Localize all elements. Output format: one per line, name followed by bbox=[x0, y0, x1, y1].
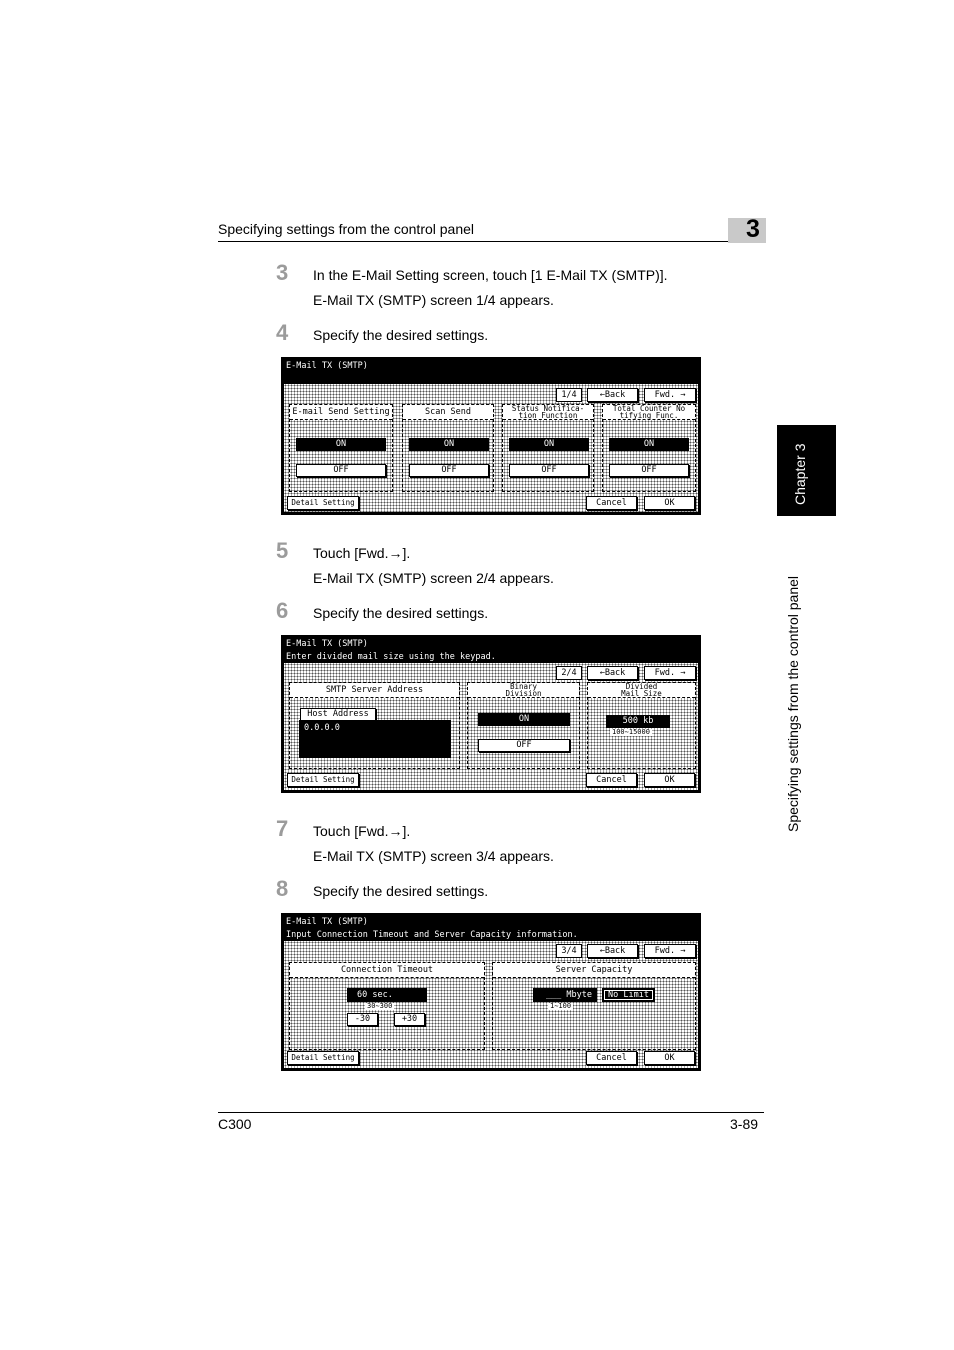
panel-title-line1: Total Counter No bbox=[612, 405, 686, 413]
back-button[interactable]: ←Back bbox=[587, 944, 638, 958]
on-button[interactable]: ON bbox=[609, 438, 689, 451]
step-instruction: Touch [Fwd.→]. bbox=[313, 823, 411, 839]
side-chapter-label: Chapter 3 bbox=[792, 443, 808, 505]
timeout-range: 30∼300 bbox=[367, 1002, 393, 1010]
timeout-field[interactable]: 60 sec. bbox=[347, 988, 427, 1002]
forward-button[interactable]: Fwd. → bbox=[644, 666, 696, 680]
no-limit-button[interactable]: No Limit bbox=[602, 988, 655, 1002]
plus-30-button[interactable]: +30 bbox=[394, 1013, 425, 1026]
panel-title: Server Capacity bbox=[493, 963, 695, 978]
step-number: 7 bbox=[276, 816, 289, 841]
panel-status-notification bbox=[502, 404, 594, 492]
forward-button[interactable]: Fwd. → bbox=[644, 944, 696, 958]
back-button[interactable]: ←Back bbox=[587, 666, 638, 680]
capacity-range: 1∼100 bbox=[550, 1002, 572, 1010]
screen-email-tx-3 bbox=[281, 913, 701, 1071]
step-number: 3 bbox=[276, 260, 289, 285]
panel-title-line2: tion Function bbox=[518, 411, 578, 420]
step-instruction: Touch [Fwd.→]. bbox=[313, 545, 411, 561]
screen-email-tx-1 bbox=[281, 357, 701, 515]
panel-title: Scan Send bbox=[403, 405, 493, 420]
step-result: E-Mail TX (SMTP) screen 3/4 appears. bbox=[313, 848, 554, 864]
panel-title-line1: Binary bbox=[509, 683, 538, 691]
screen-body bbox=[284, 941, 698, 1068]
cancel-button[interactable]: Cancel bbox=[586, 773, 637, 787]
footer-page-number: 3-89 bbox=[730, 1116, 759, 1132]
panel-title: E-mail Send Setting bbox=[290, 405, 392, 420]
footer-model: C300 bbox=[218, 1116, 252, 1132]
panel-title-line2: tifying Func. bbox=[619, 411, 679, 420]
off-button[interactable]: OFF bbox=[296, 464, 386, 477]
step-instruction: Specify the desired settings. bbox=[313, 605, 489, 621]
step-number: 4 bbox=[276, 320, 289, 345]
on-button[interactable]: ON bbox=[296, 438, 386, 451]
panel-binary-division bbox=[467, 682, 580, 769]
page-indicator: 2/4 bbox=[556, 666, 582, 680]
off-button[interactable]: OFF bbox=[409, 464, 489, 477]
screen-title: E-Mail TX (SMTP) bbox=[286, 639, 368, 649]
panel-title-line2: Division bbox=[505, 689, 542, 698]
page-indicator: 1/4 bbox=[556, 388, 582, 402]
capacity-field[interactable]: ___ Mbyte bbox=[533, 988, 597, 1002]
on-button[interactable]: ON bbox=[409, 438, 489, 451]
host-address-tab[interactable]: Host Address bbox=[300, 708, 376, 721]
step-instruction: In the E-Mail Setting screen, touch [1 E-Mail TX (SMTP)]. bbox=[313, 267, 668, 283]
panel-title bbox=[503, 405, 593, 420]
step-number: 8 bbox=[276, 876, 289, 901]
ok-button[interactable]: OK bbox=[644, 773, 695, 787]
chapter-number: 3 bbox=[746, 215, 760, 243]
page-header-title: Specifying settings from the control panel bbox=[218, 221, 475, 237]
step-number: 6 bbox=[276, 598, 289, 623]
step-instruction: Specify the desired settings. bbox=[313, 883, 489, 899]
on-button[interactable]: ON bbox=[478, 713, 570, 726]
on-button[interactable]: ON bbox=[509, 438, 589, 451]
panel-connection-timeout bbox=[289, 962, 485, 1050]
screen-title: E-Mail TX (SMTP) bbox=[286, 917, 368, 927]
ok-button[interactable]: OK bbox=[644, 496, 695, 510]
minus-30-button[interactable]: -30 bbox=[347, 1013, 378, 1026]
cancel-button[interactable]: Cancel bbox=[586, 1051, 637, 1065]
cancel-button[interactable]: Cancel bbox=[586, 496, 637, 510]
panel-title-line1: Status Notifica- bbox=[511, 405, 585, 413]
screen-email-tx-2 bbox=[281, 635, 701, 793]
back-button[interactable]: ←Back bbox=[587, 388, 638, 402]
panel-email-send-setting bbox=[289, 404, 393, 492]
screen-title: E-Mail TX (SMTP) bbox=[286, 361, 368, 371]
screen-subtitle: Enter divided mail size using the keypad. bbox=[286, 652, 496, 662]
panel-scan-send bbox=[402, 404, 494, 492]
screen-body bbox=[284, 663, 698, 790]
panel-server-capacity bbox=[492, 962, 696, 1050]
detail-setting-button[interactable]: Detail Setting bbox=[287, 773, 359, 787]
detail-setting-button[interactable]: Detail Setting bbox=[287, 1051, 359, 1065]
screen-body bbox=[284, 384, 698, 512]
step-instruction: Specify the desired settings. bbox=[313, 327, 489, 343]
page-indicator: 3/4 bbox=[556, 944, 582, 958]
off-button[interactable]: OFF bbox=[478, 739, 570, 752]
panel-total-counter-notifying bbox=[602, 404, 696, 492]
panel-title bbox=[468, 683, 579, 698]
mail-size-field[interactable]: 500 kb bbox=[606, 715, 670, 728]
screen-subtitle: Input Connection Timeout and Server Capacity information. bbox=[286, 930, 578, 940]
off-button[interactable]: OFF bbox=[609, 464, 689, 477]
panel-title-line1: Divided bbox=[625, 683, 658, 691]
side-section-label: Specifying settings from the control panel bbox=[785, 575, 801, 832]
step-number: 5 bbox=[276, 538, 289, 563]
header-rule bbox=[218, 241, 764, 242]
panel-title bbox=[603, 405, 695, 420]
panel-title-line2: Mail Size bbox=[621, 689, 662, 698]
forward-button[interactable]: Fwd. → bbox=[644, 388, 696, 402]
step-result: E-Mail TX (SMTP) screen 1/4 appears. bbox=[313, 292, 554, 308]
panel-title bbox=[588, 683, 695, 698]
detail-setting-button[interactable]: Detail Setting bbox=[287, 496, 359, 510]
step-result: E-Mail TX (SMTP) screen 2/4 appears. bbox=[313, 570, 554, 586]
panel-divided-mail-size bbox=[587, 682, 696, 769]
ok-button[interactable]: OK bbox=[644, 1051, 695, 1065]
panel-title: Connection Timeout bbox=[290, 963, 484, 978]
panel-smtp-server-address bbox=[289, 682, 460, 769]
mail-size-range: 100∼15000 bbox=[612, 728, 650, 736]
host-address-field[interactable]: 0.0.0.0 bbox=[299, 720, 451, 758]
off-button[interactable]: OFF bbox=[509, 464, 589, 477]
footer-rule bbox=[218, 1112, 764, 1113]
panel-title: SMTP Server Address bbox=[290, 683, 459, 698]
